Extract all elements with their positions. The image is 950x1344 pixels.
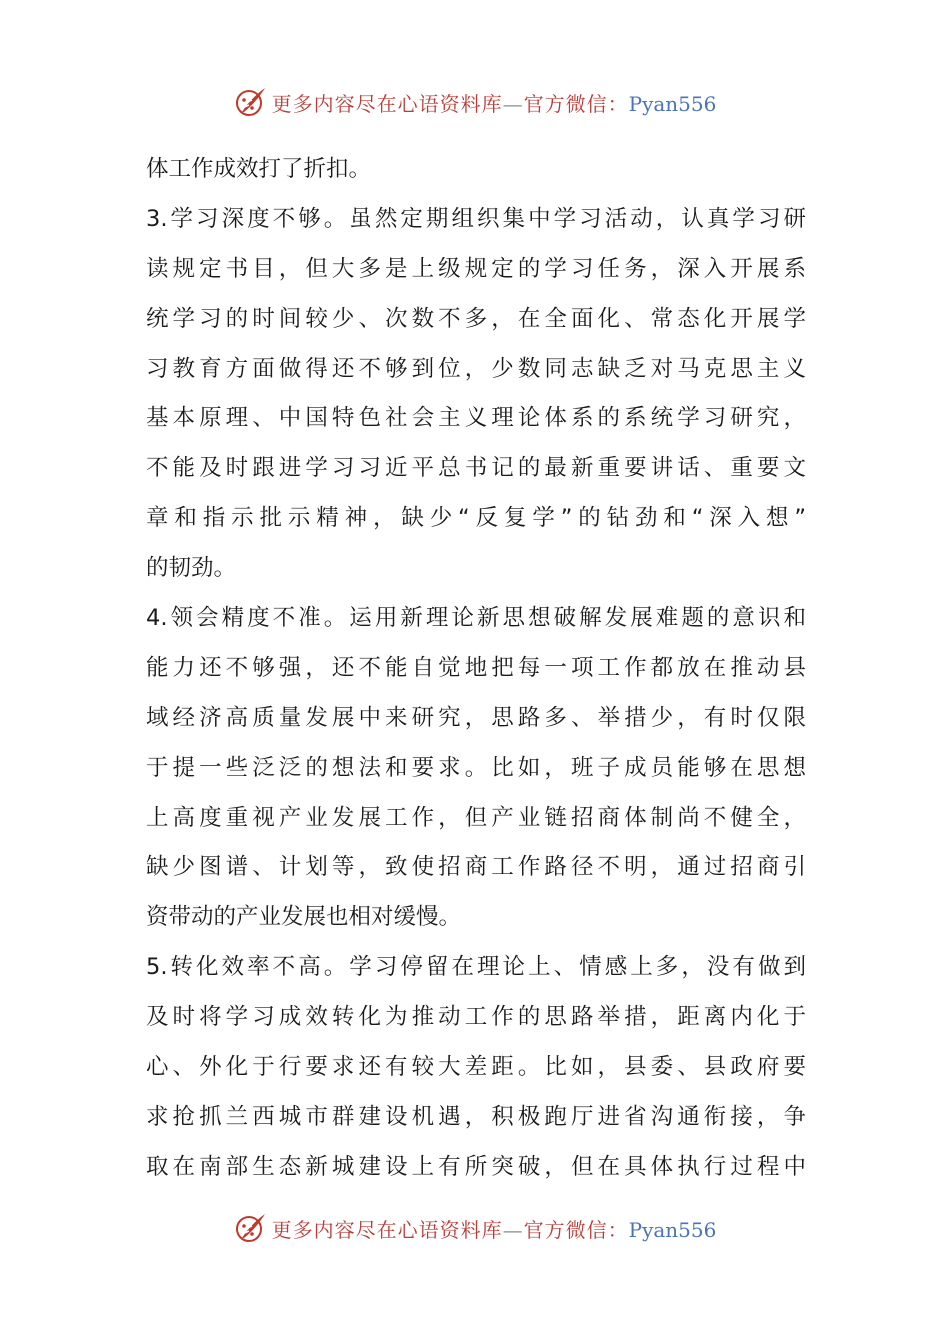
header-banner-text [272, 88, 717, 117]
body-line: 统学习的时间较少、次数不多，在全面化、常态化开展学 [146, 305, 806, 332]
body-line: 于提一些泛泛的想法和要求。比如，班子成员能够在思想 [146, 754, 806, 781]
footer-banner-text [272, 1214, 717, 1243]
banner-account-label: 官方微信： [523, 1217, 629, 1242]
body-line: 5.转化效率不高。学习停留在理论上、情感上多，没有做到 [146, 954, 806, 981]
footer-banner [0, 1208, 950, 1248]
body-line: 上高度重视产业发展工作，但产业链招商体制尚不健全， [146, 804, 806, 831]
body-line: 及时将学习成效转化为推动工作的思路举措，距离内化于 [146, 1004, 806, 1031]
body-line: 资带动的产业发展也相对缓慢。 [146, 904, 462, 931]
quill-logo-icon [234, 85, 268, 119]
body-line: 3.学习深度不够。虽然定期组织集中学习活动，认真学习研 [146, 205, 806, 232]
banner-account-id: Pyan556 [628, 1217, 717, 1242]
quill-logo-icon [234, 1211, 268, 1245]
banner-dash: — [502, 91, 524, 116]
body-line: 缺少图谱、计划等，致使招商工作路径不明，通过招商引 [146, 854, 806, 881]
header-banner [0, 82, 950, 122]
body-line: 不能及时跟进学习习近平总书记的最新重要讲话、重要文 [146, 455, 806, 482]
body-line: 能力还不够强，还不能自觉地把每一项工作都放在推动县 [146, 654, 806, 681]
body-line: 心、外化于行要求还有较大差距。比如，县委、县政府要 [146, 1054, 806, 1081]
body-line: 4.领会精度不准。运用新理论新思想破解发展难题的意识和 [146, 605, 806, 632]
banner-dash: — [502, 1217, 524, 1242]
body-line: 习教育方面做得还不够到位，少数同志缺乏对马克思主义 [146, 355, 806, 382]
banner-slogan: 更多内容尽在心语资料库 [271, 91, 503, 116]
body-line: 体工作成效打了折扣。 [146, 156, 372, 182]
banner-slogan: 更多内容尽在心语资料库 [271, 1217, 503, 1242]
body-line: 读规定书目，但大多是上级规定的学习任务，深入开展系 [146, 255, 806, 282]
body-line: 取在南部生态新城建设上有所突破，但在具体执行过程中 [146, 1153, 806, 1180]
banner-account-label: 官方微信： [523, 91, 629, 116]
body-line: 域经济高质量发展中来研究，思路多、举措少，有时仅限 [146, 704, 806, 731]
body-line: 求抢抓兰西城市群建设机遇，积极跑厅进省沟通衔接，争 [146, 1103, 806, 1130]
document-body [146, 145, 806, 1193]
body-line: 的韧劲。 [146, 555, 237, 582]
banner-account-id: Pyan556 [628, 91, 717, 116]
body-line: 基本原理、中国特色社会主义理论体系的系统学习研究， [146, 405, 806, 432]
body-line: 章和指示批示精神，缺少“反复学”的钻劲和“深入想” [146, 505, 806, 532]
